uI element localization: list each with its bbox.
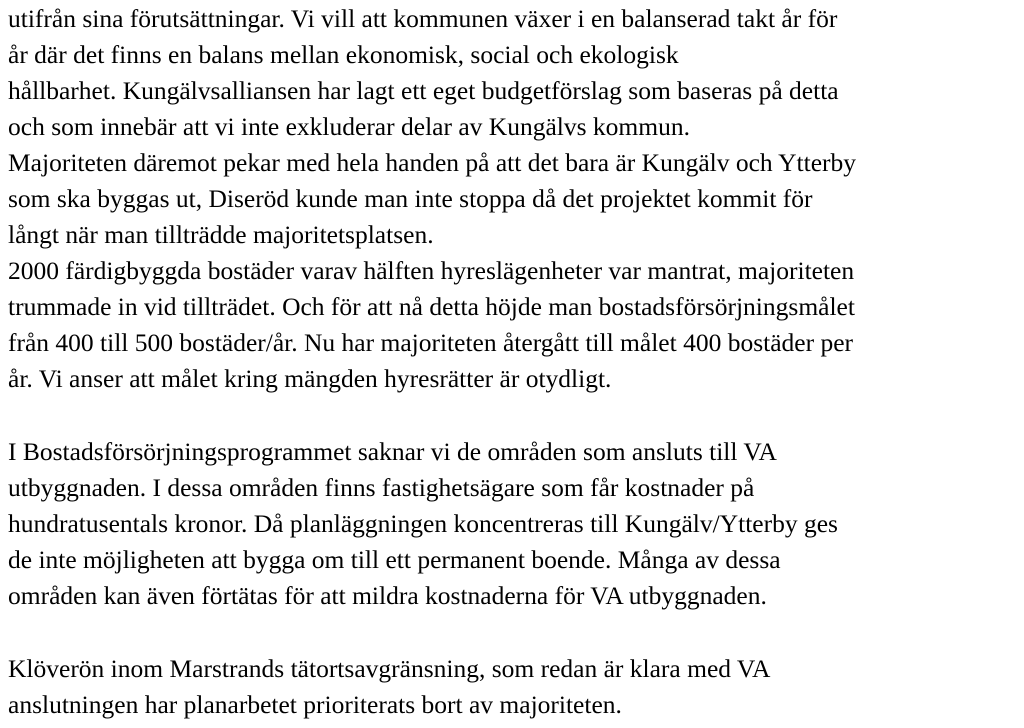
text-line: som ska byggas ut, Diseröd kunde man inte stoppa då det projektet kommit för [8, 184, 813, 213]
text-line: Majoriteten däremot pekar med hela handen på att det bara är Kungälv och Ytterby [8, 148, 856, 177]
text-line: från 400 till 500 bostäder/år. Nu har majoriteten återgått till målet 400 bostäder per [8, 328, 854, 357]
text-line: och som innebär att vi inte exkluderar delar av Kungälvs kommun. [8, 112, 690, 141]
document-page [8, 0, 1020, 728]
text-line: hundratusentals kronor. Då planläggningen koncentreras till Kungälv/Ytterby ges [8, 509, 838, 538]
text-line: I Bostadsförsörjningsprogrammet saknar vi de områden som ansluts till VA [8, 437, 777, 466]
text-line: områden kan även förtätas för att mildra kostnaderna för VA utbyggnaden. [8, 581, 767, 610]
text-line: utifrån sina förutsättningar. Vi vill att kommunen växer i en balanserad takt år för [8, 4, 838, 33]
text-line: år. Vi anser att målet kring mängden hyresrätter är otydligt. [8, 364, 612, 393]
text-line: utbyggnaden. I dessa områden finns fastighetsägare som får kostnader på [8, 473, 755, 502]
text-line: trummade in vid tillträdet. Och för att nå detta höjde man bostadsförsörjningsmålet [8, 292, 855, 321]
text-line: Klöverön inom Marstrands tätortsavgränsning, som redan är klara med VA [8, 654, 771, 683]
text-line: hållbarhet. Kungälvsalliansen har lagt ett eget budgetförslag som baseras på detta [8, 76, 839, 105]
text-line: långt när man tillträdde majoritetsplatsen. [8, 220, 434, 249]
text-line: år där det finns en balans mellan ekonomisk, social och ekologisk [8, 40, 679, 69]
text-line: 2000 färdigbyggda bostäder varav hälften hyreslägenheter var mantrat, majoriteten [8, 256, 855, 285]
text-line: anslutningen har planarbetet prioriterats bort av majoriteten. [8, 690, 622, 719]
text-line: de inte möjligheten att bygga om till ett permanent boende. Många av dessa [8, 545, 781, 574]
